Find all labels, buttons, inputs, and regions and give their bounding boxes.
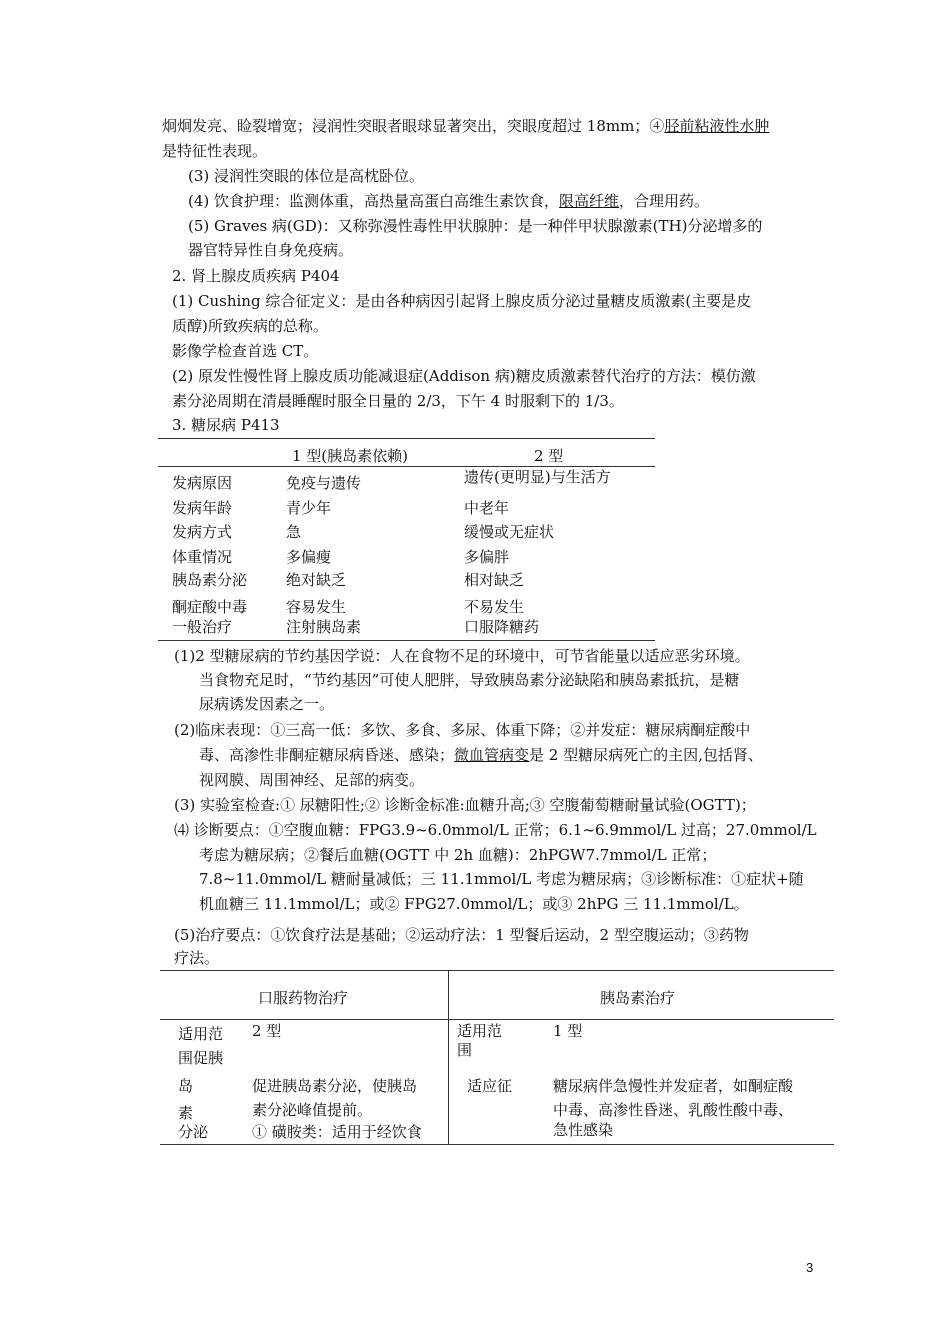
- table-cell: ① 磺胺类：适用于经饮食: [252, 1123, 422, 1141]
- underlined-term: 胫前粘液性水肿: [664, 117, 770, 135]
- table-cell: 发病年龄: [172, 499, 233, 517]
- table-cell: 素: [178, 1104, 194, 1122]
- text-line: [199, 745, 763, 765]
- table-cell: 缓慢或无症状: [464, 523, 555, 541]
- table-cell: 2 型: [252, 1022, 282, 1040]
- table-cell: 岛: [178, 1077, 194, 1095]
- table-cell: 素分泌峰值提前。: [252, 1101, 373, 1119]
- table-cell: 适用范: [178, 1025, 224, 1043]
- table-cell: 多偏瘦: [286, 548, 332, 566]
- text-line: [188, 191, 709, 211]
- table-cell: 相对缺乏: [464, 571, 525, 589]
- table-cell: 适应征: [467, 1077, 513, 1095]
- text-line: (3) 实验室检查:① 尿糖阳性;② 诊断金标准:血糖升高;③ 空腹葡萄糖耐量试验(OGTT)；: [174, 796, 756, 814]
- text-line: [162, 116, 769, 136]
- table-header-insulin: 胰岛素治疗: [600, 989, 676, 1007]
- table-cell: 围促胰: [178, 1049, 224, 1067]
- table-cell: 适用范: [457, 1022, 503, 1040]
- table-cell: 急: [286, 523, 302, 541]
- text-span: (4) 饮食护理：监测体重，高热量高蛋白高维生素饮食，: [188, 192, 560, 210]
- table-cell: 中毒、高渗性昏迷、乳酸性酸中毒、: [553, 1101, 794, 1119]
- text-line: 素分泌周期在清晨睡醒时服全日量的 2/3，下午 4 时服剩下的 1/3。: [172, 392, 624, 410]
- table-cell: 体重情况: [172, 548, 233, 566]
- text-line: ⑷ 诊断要点：①空腹血糖：FPG3.9~6.0mmol/L 正常；6.1~6.9mmol/L 过高；27.0mmol/L: [174, 821, 817, 839]
- table-cell: 酮症酸中毒: [172, 598, 248, 616]
- table-top-rule: [160, 970, 834, 971]
- table-cell: 发病原因: [172, 474, 233, 492]
- text-line: 影像学检查首选 CT。: [172, 342, 319, 360]
- text-line: 考虑为糖尿病；②餐后血糖(OGTT 中 2h 血糖)：2hPGW7.7mmol/L 正常；: [199, 846, 717, 864]
- text-line: (2) 原发性慢性肾上腺皮质功能减退症(Addison 病)糖皮质激素替代治疗的方法：模仿激: [172, 367, 756, 385]
- text-line: (5)治疗要点：①饮食疗法是基础；②运动疗法：1 型餐后运动，2 型空腹运动；③药物: [174, 926, 749, 944]
- text-line: 尿病诱发因素之一。: [199, 695, 335, 713]
- table-cell: 口服降糖药: [464, 618, 540, 636]
- text-line: 当食物充足时，“节约基因”可使人肥胖，导致胰岛素分泌缺陷和胰岛素抵抗，是糖: [199, 671, 740, 689]
- table-cell: 遗传(更明显)与生活方: [464, 468, 611, 486]
- text-span: 是 2 型糖尿病死亡的主因,包括肾、: [529, 746, 763, 764]
- text-line: 疗法。: [174, 949, 220, 967]
- table-cell: 急性感染: [553, 1121, 614, 1139]
- table-cell: 胰岛素分泌: [172, 571, 248, 589]
- table-cell: 青少年: [286, 499, 332, 517]
- table-header-oral: 口服药物治疗: [258, 989, 349, 1007]
- table-header: 2 型: [534, 447, 564, 465]
- text-span: 炯炯发亮、睑裂增宽；浸润性突眼者眼球显著突出，突眼度超过 18mm；④: [162, 117, 665, 135]
- underlined-term: 限高纤维: [559, 192, 620, 210]
- table-cell: 发病方式: [172, 523, 233, 541]
- table-cell: 围: [457, 1041, 473, 1059]
- page-number: 3: [806, 1260, 814, 1275]
- table-cell: 1 型: [553, 1022, 583, 1040]
- text-span: ，合理用药。: [619, 192, 710, 210]
- table-divider: [448, 970, 449, 1144]
- table-cell: 中老年: [464, 499, 510, 517]
- table-top-rule: [158, 438, 655, 439]
- text-line: (2)临床表现：①三高一低：多饮、多食、多尿、体重下降；②并发症：糖尿病酮症酸中: [174, 721, 751, 739]
- table-cell: 糖尿病伴急慢性并发症者，如酮症酸: [553, 1077, 794, 1095]
- text-line: (1) Cushing 综合征定义：是由各种病因引起肾上腺皮质分泌过量糖皮质激素(主要是皮: [172, 292, 752, 310]
- text-line: 视网膜、周围神经、足部的病变。: [199, 771, 425, 789]
- text-line: (5) Graves 病(GD)：又称弥漫性毒性甲状腺肿：是一种伴甲状腺激素(TH)分泌增多的: [188, 217, 763, 235]
- table-cell: 一般治疗: [172, 618, 233, 636]
- text-line: (3) 浸润性突眼的体位是高枕卧位。: [188, 167, 425, 185]
- table-cell: 促进胰岛素分泌，使胰岛: [252, 1077, 418, 1095]
- table-bottom-rule: [158, 640, 655, 641]
- table-cell: 注射胰岛素: [286, 618, 362, 636]
- section-title: 2. 肾上腺皮质疾病 P404: [172, 267, 340, 285]
- underlined-term: 微血管病变: [454, 746, 530, 764]
- table-cell: 分泌: [178, 1123, 209, 1141]
- text-line: 器官特异性自身免疫病。: [188, 241, 354, 259]
- text-line: 7.8~11.0mmol/L 糖耐量减低；三 11.1mmol/L 考虑为糖尿病；③诊断标准：①症状+随: [199, 870, 804, 888]
- table-cell: 多偏胖: [464, 548, 510, 566]
- text-line: 质醇)所致疾病的总称。: [172, 317, 328, 335]
- table-cell: 免疫与遗传: [286, 474, 362, 492]
- section-title: 3. 糖尿病 P413: [172, 416, 280, 434]
- text-line: (1)2 型糖尿病的节约基因学说：人在食物不足的环境中，可节省能量以适应恶劣环境。: [174, 647, 750, 665]
- text-line: 是特征性表现。: [162, 142, 268, 160]
- text-span: 毒、高渗性非酮症糖尿病昏迷、感染；: [199, 746, 455, 764]
- table-bottom-rule: [160, 1144, 834, 1145]
- table-cell: 不易发生: [464, 598, 525, 616]
- text-line: 机血糖三 11.1mmol/L；或② FPG27.0mmol/L；或③ 2hPG 三 11.1mmol/L。: [199, 895, 749, 913]
- table-cell: 绝对缺乏: [286, 571, 347, 589]
- table-header-rule: [160, 1019, 834, 1020]
- table-cell: 容易发生: [286, 598, 347, 616]
- table-header: 1 型(胰岛素依赖): [292, 447, 409, 465]
